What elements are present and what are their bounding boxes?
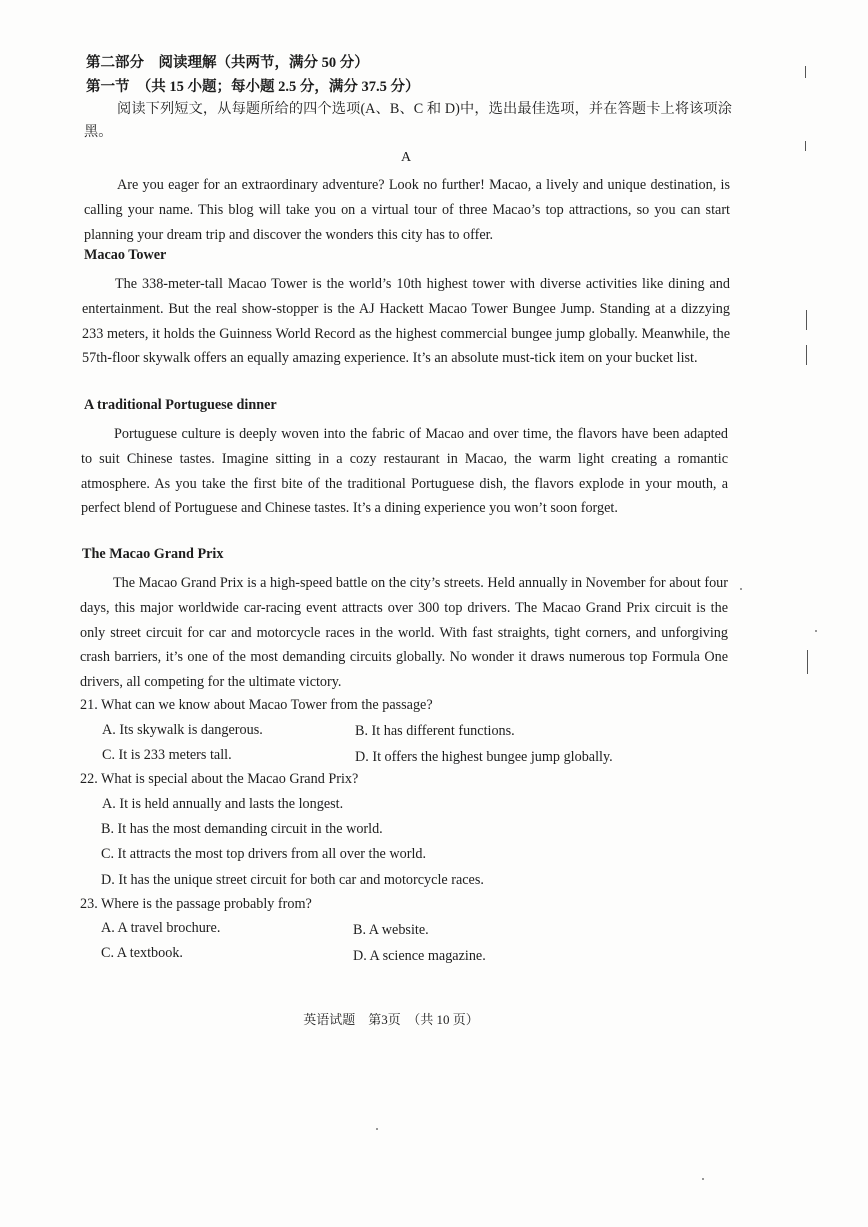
scan-mark (806, 310, 807, 330)
scan-mark (807, 650, 808, 674)
scan-dot (376, 1128, 378, 1130)
question-23-option-c[interactable]: C. A textbook. (101, 945, 183, 961)
section-text-macao-tower: The 338-meter-tall Macao Tower is the world’s 10th highest tower with diverse activities like dining and entertainment. But the real show-stopper is the AJ Hackett Macao Tower Bungee Jump. Standing at a dizzying 233 meters, it holds the Guinness World Record as the highest commercial bungee jump globally. Meanwhile, the 57th-floor skywalk offers an equally amazing experience. It’s an absolute must-tick item on your bucket list. (82, 276, 730, 367)
question-stem-22: 22. What is special about the Macao Grand Prix? (80, 771, 359, 787)
question-stem-23: 23. Where is the passage probably from? (80, 896, 312, 912)
section-text-grand-prix: The Macao Grand Prix is a high-speed battle on the city’s streets. Held annually in November for about four days, this major worldwide car-racing event attracts over 300 top drivers. The Macao Grand Prix circuit is the only street circuit for car and motorcycle races in the world. With fast straights, tight corners, and unforgiving crash barriers, it’s one of the most demanding circuits globally. No wonder it draws numerous top Formula One drivers, all competing for the ultimate victory. (80, 575, 728, 691)
scan-mark (805, 66, 806, 78)
question-21-option-d[interactable]: D. It offers the highest bungee jump globally. (355, 749, 613, 765)
scan-dot (740, 588, 742, 590)
question-23-option-d[interactable]: D. A science magazine. (353, 948, 486, 964)
question-21-option-a[interactable]: A. Its skywalk is dangerous. (102, 722, 263, 738)
passage-letter: A (400, 150, 412, 165)
scan-mark (805, 141, 806, 151)
scan-mark (806, 345, 807, 365)
section-title-grand-prix: The Macao Grand Prix (82, 546, 224, 562)
passage-intro: Are you eager for an extraordinary adventure? Look no further! Macao, a lively and unique destination, is calling your name. This blog will take you on a virtual tour of three Macao’s top attractions, so you can start planning your dream trip and discover the wonders this city has to offer. (84, 177, 730, 243)
section-heading: 第一节 （共 15 小题；每小题 2.5 分，满分 37.5 分） (86, 79, 420, 95)
question-21-option-c[interactable]: C. It is 233 meters tall. (102, 747, 232, 763)
question-22-option-b[interactable]: B. It has the most demanding circuit in the world. (101, 821, 383, 837)
question-22-option-a[interactable]: A. It is held annually and lasts the longest. (102, 796, 344, 812)
section-title-macao-tower: Macao Tower (84, 247, 167, 263)
question-23-option-a[interactable]: A. A travel brochure. (101, 920, 221, 936)
section-text-portuguese-dinner: Portuguese culture is deeply woven into the fabric of Macao and over time, the flavors have been adapted to suit Chinese tastes. Imagine sitting in a cozy restaurant in Macao, the warm light creating a romantic atmosphere. As you take the first bite of the traditional Portuguese dish, the flavors explode in your mouth, a perfect blend of Portuguese and Chinese tastes. It’s a dining experience you won’t soon forget. (81, 426, 728, 517)
part-heading: 第二部分 阅读理解（共两节，满分 50 分） (86, 55, 369, 71)
instructions: 阅读下列短文，从每题所给的四个选项(A、B、C 和 D)中，选出最佳选项，并在答题卡上将该项涂黑。 (84, 101, 732, 140)
question-stem-21: 21. What can we know about Macao Tower from the passage? (80, 697, 433, 713)
page-footer: 英语试题 第3页 （共 10 页） (303, 1012, 479, 1027)
section-title-portuguese-dinner: A traditional Portuguese dinner (84, 397, 277, 413)
scan-dot (815, 630, 817, 632)
question-21-option-b[interactable]: B. It has different functions. (355, 723, 515, 739)
question-22-option-c[interactable]: C. It attracts the most top drivers from all over the world. (101, 846, 427, 862)
question-22-option-d[interactable]: D. It has the unique street circuit for both car and motorcycle races. (101, 872, 484, 888)
question-23-option-b[interactable]: B. A website. (353, 922, 429, 938)
scan-dot (702, 1178, 704, 1180)
